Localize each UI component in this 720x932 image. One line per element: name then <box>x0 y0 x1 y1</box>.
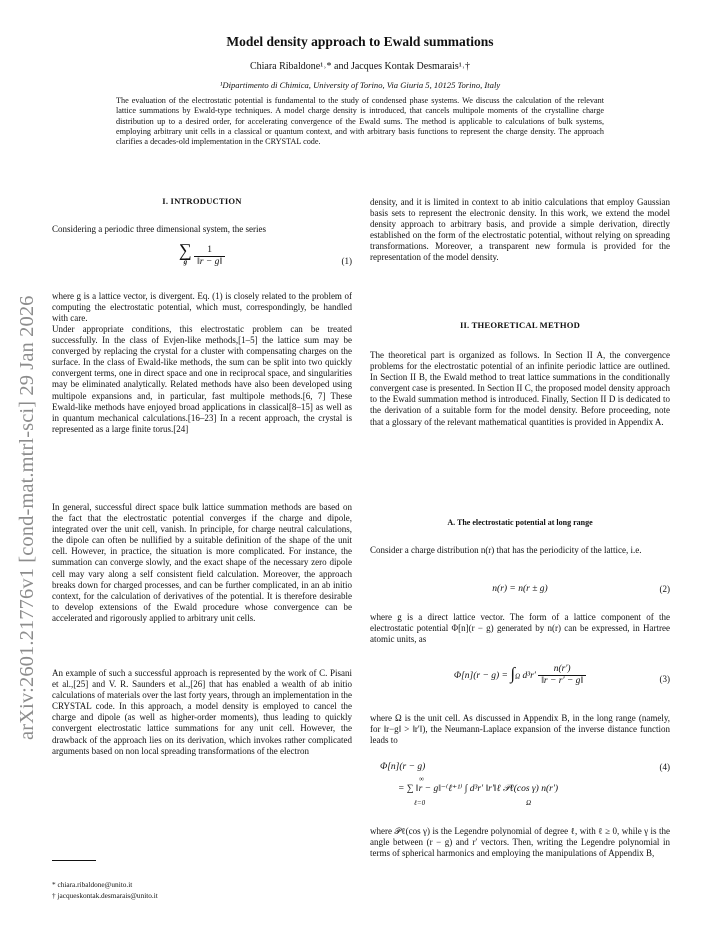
paper-abstract: The evaluation of the electrostatic potential is fundamental to the study of condensed phase systems. We discuss the calculation of the relevant lattice summations by Ewald-type techniques. A model charge density is introduced, that cancels multipole moments of the crystalline charge distribution up to a desired order, for accelerating convergence of the Ewald sums. The method is applicable to calculations of bulk systems, employing arbitrary unit cells in a classical or quantum context, and with arbitrary basis functions to represent the charge density. The approach clarifies a decades-old implementation in the CRYSTAL code. <box>116 96 604 147</box>
paper-authors: Chiara Ribaldone¹˒* and Jacques Kontak Desmarais¹˒† <box>249 61 471 72</box>
intro-paragraph-5: An example of such a successful approach is represented by the work of C. Pisani et al.,[25] and V. R. Saunders et al.,[26] that has enabled a wealth of ab initio calculations of materials over the last forty years, through an implementation in the CRYSTAL code. In this approach, a model density is employed to cancel the charge and dipole (as well as higher-order moments), thus leading to quickly convergent electrostatic lattice summations for any unit cell. However, the drawback of the approach lies on its derivation, which invokes rather complicated arguments based on non local spreading transformations of the electron <box>52 668 352 756</box>
eq1-sum-index: g <box>183 257 188 266</box>
sum-symbol: ∑ <box>178 240 192 261</box>
paper-affiliation: ¹Dipartimento di Chimica, University of Torino, Via Giuria 5, 10125 Torino, Italy <box>219 80 501 90</box>
theory-paragraph-2: Consider a charge distribution n(r) that has the periodicity of the lattice, i.e. <box>370 545 642 555</box>
subsection-a-heading: A. The electrostatic potential at long range <box>447 518 593 527</box>
eq3-fraction <box>538 664 586 687</box>
eq3-integral-domain: Ω <box>515 672 521 681</box>
equation-4-body <box>398 774 670 814</box>
eq4-line-1: Φ[n](r − g) <box>380 762 426 772</box>
eq2-number: (2) <box>659 584 670 594</box>
eq3-numerator: n(r′) <box>538 664 586 676</box>
intro-paragraph-3: Under appropriate conditions, this electrostatic problem can be treated successfully. In the class of Evjen-like methods,[1–5] the lattice sum may be converged by replacing the crystal for a cluster with compensating charges on the surface. In the class of Ewald-like methods, the sum can be split into two quickly convergent terms, one in direct space and one in reciprocal space, and singularities may be eliminated analytically. Related methods have also been developed using multipole expansions and, in particular, fast multipole methods.[6, 7] These Ewald-like methods have enjoyed broad applications in classical[8–15] as well as in quantum mechanical calculations.[16–23] In a recent approach, the crystal is represented as a large finite torus.[24] <box>52 324 352 434</box>
eq1-fraction <box>194 245 225 268</box>
theory-paragraph-3: where g is a direct lattice vector. The form of a lattice component of the electrostatic potential Φ[n](r − g) generated by n(r) can be expressed, in Hartree atomic units, as <box>370 612 670 645</box>
eq4-line-2: = ∑ ‖r − g‖⁻⁽ℓ⁺¹⁾ ∫ d³r′ ‖r′‖ℓ 𝒫ℓ(cos γ) n(r′) <box>398 784 559 794</box>
eq2-body: n(r) = n(r ± g) <box>492 584 548 594</box>
intro-paragraph-2: where g is a lattice vector, is divergent. Eq. (1) is closely related to the problem of computing the electrostatic potential, which must, correspondingly, be handled with care. <box>52 291 352 324</box>
eq4-number: (4) <box>659 762 670 772</box>
eq1-numerator: 1 <box>194 245 225 257</box>
theory-paragraph-4: where Ω is the unit cell. As discussed in Appendix B, in the long range (namely, for ‖r−g‖ > ‖r′‖), the Neumann-Laplace expansion of the inverse distance function leads to <box>370 713 670 746</box>
equation-3 <box>370 660 670 700</box>
eq3-number: (3) <box>659 674 670 684</box>
eq3-denominator: ‖r − r′ − g‖ <box>541 676 584 687</box>
equation-2 <box>370 578 670 608</box>
eq1-number: (1) <box>341 256 352 266</box>
eq4-sum-upper: ∞ <box>419 775 424 783</box>
eq4-sum-lower: ℓ=0 <box>414 799 426 807</box>
section-introduction-heading: I. INTRODUCTION <box>162 196 242 206</box>
intro-paragraph-4: In general, successful direct space bulk lattice summation methods are based on the fact that the electrostatic potential converges if the charge and dipole, integrated over the unit cell, vanish. In principle, for charge neutral calculations, the dipole can often be nullified by a suitable definition of the shape of the unit cell. However, in practice, the situation is more complicated. For instance, the summation can converge slowly, and the exact shape of the necessary zero dipole cell may vary along a self consistent field calculation. Moreover, the approach breaks down for charged processes, and can be further complicated, in an ab initio context, for the calculation of derivatives of the potential. It is therefore desirable to develop extensions of the Ewald procedure whose convergence can be accelerated and rigorously applied to arbitrary unit cells. <box>52 502 352 623</box>
intro-paragraph-1: Considering a periodic three dimensional system, the series <box>52 224 266 234</box>
arxiv-side-label[interactable]: arXiv:2601.21776v1 [cond-mat.mtrl-sci] 29 Jan 2026 <box>16 295 38 740</box>
intro-paragraph-6: density, and it is limited in context to ab initio calculations that employ Gaussian basis sets to represent the electronic density. In this work, we extend the model density approach to arbitrary basis, and provide a simple derivation, directly established on the form of the electrostatic potential, without relying on spreading transformations. Moreover, a transparent new formula is provided for the representation of the model density. <box>370 197 670 263</box>
eq3-measure: d³r′ <box>522 670 536 681</box>
footnote-email-2[interactable]: † jacqueskontak.desmarais@unito.it <box>52 891 158 900</box>
eq3-integral-symbol: ∫ <box>510 664 516 684</box>
footnote-email-1[interactable]: * chiara.ribaldone@unito.it <box>52 880 133 889</box>
eq1-denominator: ‖r − g‖ <box>197 257 223 268</box>
theory-paragraph-5: where 𝒫ℓ(cos γ) is the Legendre polynomial of degree ℓ, with ℓ ≥ 0, while γ is the angle between (r − g) and r′ vectors. Then, writing the Legendre polynomial in terms of spherical harmonics and employing the manipulations of Appendix B, <box>370 826 670 859</box>
paper-title: Model density approach to Ewald summations <box>226 34 494 49</box>
theory-paragraph-1: The theoretical part is organized as follows. In Section II A, the convergence problems for the electrostatic potential of an infinite periodic lattice are outlined. In Section II B, the Ewald method to treat lattice summations in the conditionally convergent case is presented. In Section II C, the proposed model density approach to the Ewald summation method is introduced. Finally, Section II D is dedicated to the derivation of a suitable form for the model density. Before proceeding, note that a glossary of the relevant mathematical quantities is provided in Appendix A. <box>370 350 670 427</box>
footnote-rule <box>52 860 96 861</box>
eq3-lhs: Φ[n](r − g) = <box>453 670 508 681</box>
section-theory-heading: II. THEORETICAL METHOD <box>459 320 581 330</box>
equation-1 <box>52 240 352 283</box>
eq4-integral-domain: Ω <box>526 799 532 807</box>
